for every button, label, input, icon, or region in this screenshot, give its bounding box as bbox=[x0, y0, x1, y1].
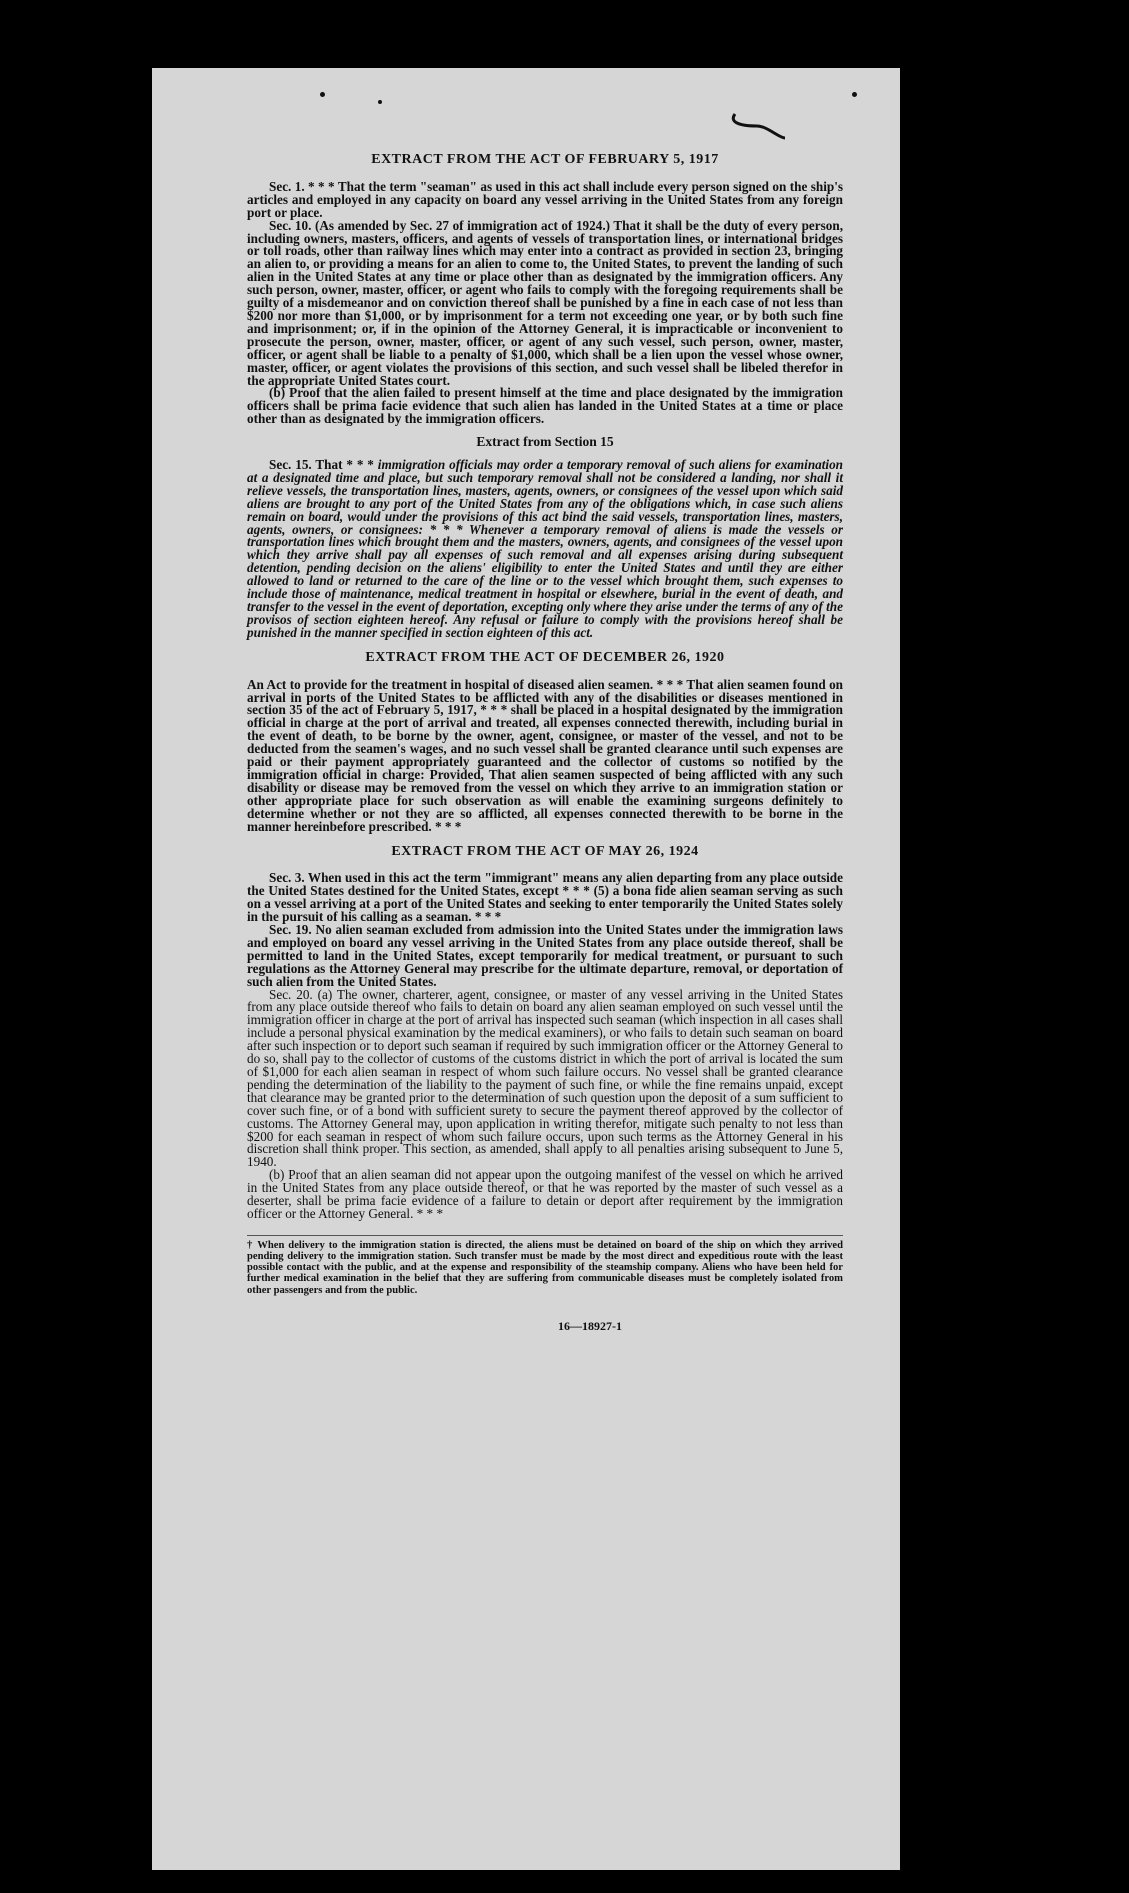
document-body bbox=[247, 148, 843, 1333]
act-1917-title: EXTRACT FROM THE ACT OF FEBRUARY 5, 1917 bbox=[371, 152, 719, 167]
section-15-title: Extract from Section 15 bbox=[476, 434, 614, 450]
sec-15-paragraph bbox=[247, 459, 843, 640]
form-code: 16—18927-1 bbox=[558, 1318, 622, 1333]
scan-speck bbox=[852, 92, 857, 97]
sec-20b-paragraph: (b) Proof that an alien seaman did not appear upon the outgoing manifest of the vessel on which he arrived in the United States from any place outside thereof, or that he was reported by the master of such vessel as a deserter, shall be prima facie evidence of a failure to detain or deport after requirement by the immigration officer or the Attorney General. * * * bbox=[247, 1167, 843, 1221]
sec-15-text: immigration officials may order a temporary removal of such aliens for examination at a designated time and place, but such temporary removal shall not be considered a landing, nor shall it relieve vessels, the transportation lines, masters, agents, owners, or consignees of the vessel upon which said aliens are brought to any port of the United States from any of the obligations which, in case such aliens remain on board, would under the provisions of this act bind the said vessels, transportation lines, masters, agents, owners, or consignees: * * * Whenever a temporary removal of aliens is made the vessels or transportation lines which brought them and the masters, owners, agents, and consignees of the vessel upon which they arrive shall pay all expenses of such removal and all expenses arising during subsequent detention, pending decision on the aliens' eligibility to enter the United States and until they are either allowed to land or returned to the care of the line or to the vessel which brought them, such expenses to include those of maintenance, medical treatment in hospital or elsewhere, burial in the event of death, and transfer to the vessel in the event of deportation, excepting only where they arise under the terms of any of the provisos of section eighteen hereof. Any refusal or failure to comply with the provisions hereof shall be punished in the manner specified in section eighteen of this act. bbox=[247, 457, 844, 640]
act-1924-title: EXTRACT FROM THE ACT OF MAY 26, 1924 bbox=[391, 843, 699, 859]
sec-10-paragraph: Sec. 10. (As amended by Sec. 27 of immigration act of 1924.) That it shall be the duty of every person, including owners, masters, officers, and agents of vessels of transportation lines, or international bridges or toll roads, other than railway lines which may enter into a contract as provided in section 23, bringing an alien to, or providing a means for an alien to come to, the United States, to prevent the landing of such alien in the United States at any time or place other than as designated by the immigration officers. Any such person, owner, master, officer, or agent who fails to comply with the foregoing requirements shall be guilty of a misdemeanor and on conviction thereof shall be punished by a fine in each case of not less than $200 nor more than $1,000, or by imprisonment for a term not exceeding one year, or by both such fine and imprisonment; or, if in the opinion of the Attorney General, it is impracticable or inconvenient to prosecute the person, owner, master, officer, or agent of any such vessel, such person, owner, master, officer, or agent shall be liable to a penalty of $1,000, which shall be a lien upon the vessel whose owner, master, officer, or agent violates the provisions of this section, and such vessel shall be libeled therefor in the appropriate United States court. bbox=[247, 217, 843, 388]
document-page bbox=[152, 68, 900, 1870]
footnote: † When delivery to the immigration station is directed, the aliens must be detained on board of the ship on which they arrived pending delivery to the immigration station. Such transfer must be made by the most direct and expeditious route with the least possible contact with the public, and at the expense and responsibility of the steamship company. Aliens who have been held for further medical examination in the belief that they are suffering from communicable diseases must be completely isolated from other passengers and from the public. bbox=[247, 1235, 843, 1296]
sec-3-paragraph: Sec. 3. When used in this act the term "immigrant" means any alien departing from any place outside the United States destined for the United States, except * * * (5) a bona fide alien seaman serving as such on a vessel arriving at a port of the United States and seeking to enter temporarily the United States solely in the pursuit of his calling as a seaman. * * * bbox=[247, 870, 843, 925]
scan-speck bbox=[378, 100, 382, 104]
act-1920-paragraph: An Act to provide for the treatment in hospital of diseased alien seamen. * * * That alien seamen found on arrival in ports of the United States to be afflicted with any of the disabilities or diseases mentioned in section 35 of the act of February 5, 1917, * * * shall be placed in a hospital designated by the immigration official in charge at the port of arrival and treated, all expenses connected therewith, including burial in the event of death, to be borne by the owner, agent, consignee, or master of the vessel, and not to be deducted from the seamen's wages, and no such vessel shall be granted clearance until such expenses are paid or their payment appropriately guaranteed and the collector of customs so notified by the immigration official in charge: Provided, That alien seamen suspected of being afflicted with any such disability or disease may be removed from the vessel on which they arrive to an immigration station or other appropriate place for such observation as will enable the examining surgeons definitely to determine whether or not they are so afflicted, all expenses connected therewith to be borne in the manner hereinbefore prescribed. * * * bbox=[247, 676, 843, 834]
act-1920-title: EXTRACT FROM THE ACT OF DECEMBER 26, 1920 bbox=[365, 649, 725, 665]
pen-mark bbox=[727, 108, 837, 148]
scan-speck bbox=[320, 92, 325, 97]
sec-10b-paragraph: (b) Proof that the alien failed to present himself at the time and place designated by the immigration officers shall be prima facie evidence that such alien has landed in the United States at a time or place other than as designated by the immigration officers. bbox=[247, 385, 843, 427]
sec-19-paragraph: Sec. 19. No alien seaman excluded from admission into the United States under the immigration laws and employed on board any vessel arriving in the United States from any place outside thereof, shall be permitted to land in the United States, except temporarily for medical treatment, or pursuant to such regulations as the Attorney General may prescribe for the ultimate departure, removal, or deportation of such alien from the United States. bbox=[247, 922, 843, 989]
sec-20a-paragraph: Sec. 20. (a) The owner, charterer, agent, consignee, or master of any vessel arriving in the United States from any place outside thereof who fails to detain on board any alien seaman employed on such vessel until the immigration officer in charge at the port of arrival has inspected such seaman (which inspection in all cases shall include a personal physical examination by the medical examiners), or who fails to detain such seaman on board after such inspection or to deport such seaman if required by such immigration officer or the Attorney General to do so, shall pay to the collector of customs of the customs district in which the port of arrival is located the sum of $1,000 for each alien seaman in respect of whom such failure occurs. No vessel shall be granted clearance pending the determination of the liability to the payment of such fine, or while the fine remains unpaid, except that clearance may be granted prior to the determination of such question upon the deposit of a sum sufficient to cover such fine, or of a bond with sufficient surety to secure the payment thereof approved by the collector of customs. The Attorney General may, upon application in writing therefor, mitigate such penalty to not less than $200 for each seaman in respect of whom such failure occurs, upon such terms as the Attorney General in his discretion shall think proper. This section, as amended, shall apply to all penalties arising subsequent to June 5, 1940. bbox=[247, 986, 843, 1170]
sec-15-lead: Sec. 15. That * * * bbox=[269, 457, 374, 473]
sec-1-paragraph: Sec. 1. * * * That the term "seaman" as used in this act shall include every person signed on the ship's articles and employed in any capacity on board any vessel arriving in the United States from any foreign port or place. bbox=[247, 178, 843, 220]
